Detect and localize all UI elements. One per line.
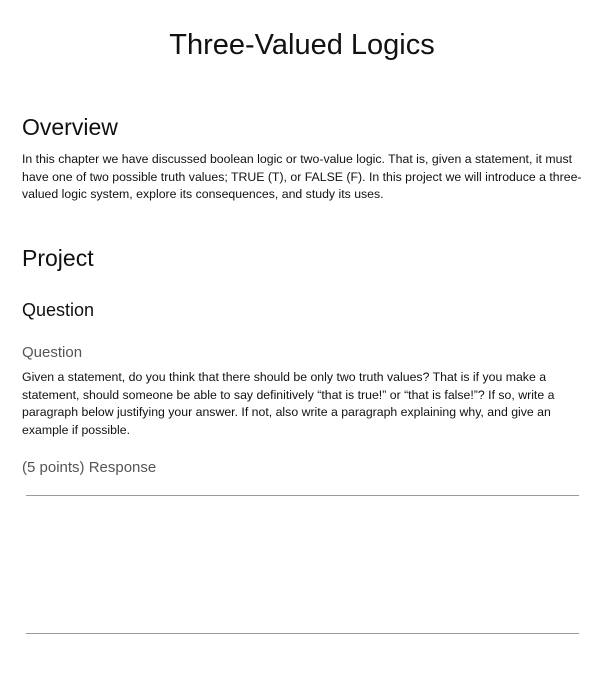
question-label: Question — [22, 344, 83, 361]
response-input[interactable] — [26, 495, 579, 634]
response-label: (5 points) Response — [22, 459, 157, 476]
overview-paragraph: In this chapter we have discussed boolean logic or two-value logic. That is, given a statement, it must have one of two possible truth values; TRUE (T), or FALSE (F). In this project we will introduce a three-valued logic system, explore its consequences, and study its uses. — [22, 152, 582, 201]
page-title: Three-Valued Logics — [169, 29, 435, 61]
question-paragraph: Given a statement, do you think that there should be only two truth values? That is if you make a statement, should someone be able to say definitively “that is true!” or “that is false!”? If so, write a paragraph below justifying your answer. If not, also write a paragraph explaining why, and give an example if possible. — [22, 370, 555, 437]
question-heading: Question — [22, 300, 95, 320]
overview-heading: Overview — [22, 114, 118, 140]
project-heading: Project — [22, 245, 94, 271]
